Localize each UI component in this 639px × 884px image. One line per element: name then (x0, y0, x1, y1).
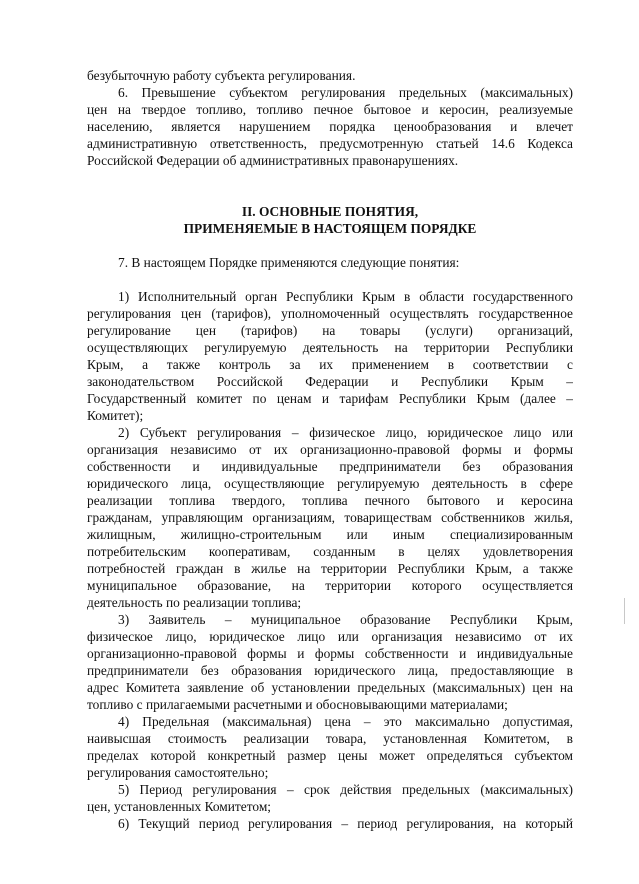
scan-artifact-mark (624, 598, 625, 624)
definition-line: 5) Период регулирования – срок действия предельных (максимальных) (118, 782, 573, 797)
text-line: населению, является нарушением порядка ценообразования и влечет (87, 119, 573, 134)
definition-line: реализации топлива твердого, топлива печного бытового и керосина (87, 493, 573, 508)
definition-line: деятельность по реализации топлива; (87, 595, 302, 610)
definition-line: законодательством Российской Федерации и Республики Крым – (87, 374, 573, 389)
definition-line: организационно-правовой формы и формы собственности и индивидуальные (87, 646, 573, 661)
text-line: цен на твердое топливо, топливо печное бытовое и керосин, реализуемые (87, 102, 573, 117)
definition-line: 1) Исполнительный орган Республики Крым в области государственного (118, 289, 573, 304)
definition-line: осуществляющих регулируемую деятельность на территории Республики (87, 340, 573, 355)
section-heading-line-2: ПРИМЕНЯЕМЫЕ В НАСТОЯЩЕМ ПОРЯДКЕ (183, 221, 477, 236)
definition-line: собственности и индивидуальные предприниматели без образования (87, 459, 573, 474)
definition-line: 2) Субъект регулирования – физическое лицо, юридическое лицо или (118, 425, 573, 440)
definition-line: регулирования самостоятельно; (87, 765, 269, 780)
definition-line: цен, установленных Комитетом; (87, 799, 272, 814)
section-heading-line-1: II. ОСНОВНЫЕ ПОНЯТИЯ, (241, 204, 419, 219)
definition-line: потребностей граждан в жилье на территории Республики Крым, а также (87, 561, 573, 576)
definition-line: наивысшая стоимость реализации товара, установленная Комитетом, в (87, 731, 573, 746)
definition-line: пределах которой конкретный размер цены может определяться субъектом (87, 748, 573, 763)
definition-line: предприниматели без образования юридического лица, предоставляющие в (87, 663, 573, 678)
text-line: 6. Превышение субъектом регулирования предельных (максимальных) (118, 85, 573, 100)
definition-line: топливо с прилагаемыми расчетными и обосновывающими материалами; (87, 697, 508, 712)
definition-line: регулирования цен (тарифов), уполномоченный осуществлять государственное (87, 306, 573, 321)
definition-line: 6) Текущий период регулирования – период регулирования, на который (118, 816, 573, 831)
definition-line: юридического лица, осуществляющие регулируемую деятельность в сфере (87, 476, 573, 491)
definition-line: гражданам, управляющим организациям, товариществам собственников жилья, (87, 510, 573, 525)
definition-line: 4) Предельная (максимальная) цена – это максимально допустимая, (118, 714, 573, 729)
text-line: административную ответственность, предусмотренную статьей 14.6 Кодекса (87, 136, 573, 151)
definition-line: организация независимо от их организационно-правовой формы и формы (87, 442, 573, 457)
definition-line: Крым, а также контроль за их применением в соответствии с (87, 357, 573, 372)
definition-line: регулирование цен (тарифов) на товары (услуги) организаций, (87, 323, 573, 338)
text-line: Российской Федерации об административных правонарушениях. (87, 153, 459, 168)
definition-line: физическое лицо, юридическое лицо или организация независимо от их (87, 629, 573, 644)
definition-line: потребительским кооперативам, созданным в целях удовлетворения (87, 544, 573, 559)
definition-line: 3) Заявитель – муниципальное образование Республики Крым, (118, 612, 573, 627)
intro-line: 7. В настоящем Порядке применяются следующие понятия: (118, 255, 460, 270)
definition-line: муниципальное образование, на территории которого осуществляется (87, 578, 573, 593)
definition-line: жилищным, жилищно-строительным или иным специализированным (87, 527, 573, 542)
definition-line: адрес Комитета заявление об установлении предельных (максимальных) цен на (87, 680, 573, 695)
definition-line: Государственный комитет по ценам и тарифам Республики Крым (далее – (87, 391, 573, 406)
definition-line: Комитет); (87, 408, 144, 423)
text-line: безубыточную работу субъекта регулирования. (87, 68, 356, 83)
